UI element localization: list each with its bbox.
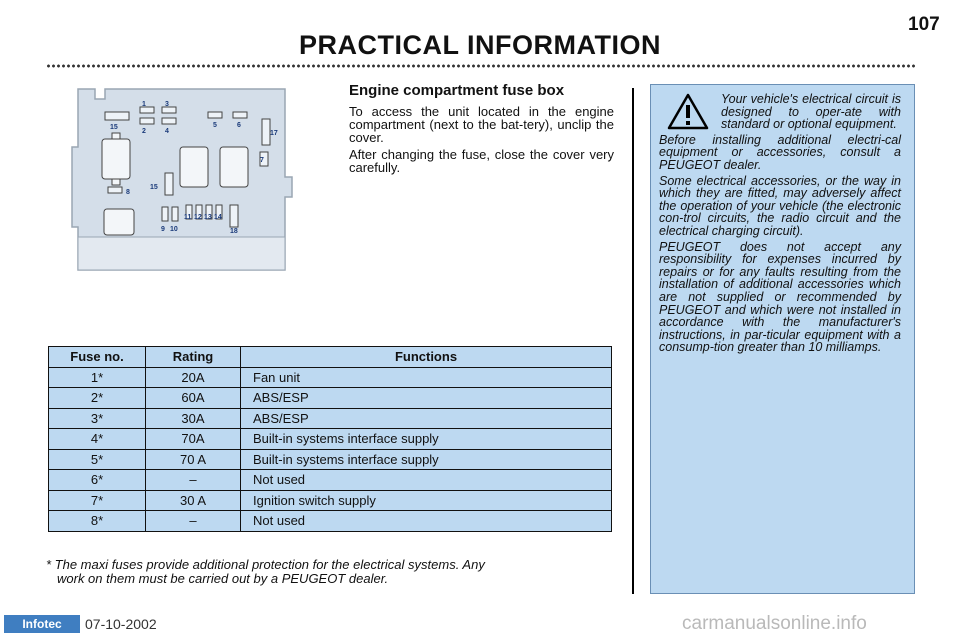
fuse-no-cell: 8* [49, 511, 146, 532]
watermark: carmanualsonline.info [682, 613, 867, 634]
fuse-no-cell: 1* [49, 367, 146, 388]
rating-cell: 60A [146, 388, 241, 409]
rating-cell: 70A [146, 429, 241, 450]
fuse-no-cell: 6* [49, 470, 146, 491]
fuse-label-3: 3 [165, 101, 169, 108]
fuse-no-cell: 5* [49, 449, 146, 470]
page-number: 107 [908, 14, 940, 35]
fuse-label-14: 14 [214, 214, 222, 221]
header-functions: Functions [241, 347, 612, 368]
rating-cell: 30A [146, 408, 241, 429]
fuse-label-8: 8 [126, 189, 130, 196]
fuse-no-cell: 4* [49, 429, 146, 450]
table-row [49, 429, 612, 450]
footnote-line-2: work on them must be carried out by a PEUGEOT dealer. [57, 571, 389, 586]
footnote [46, 558, 606, 586]
rating-cell: 70 A [146, 449, 241, 470]
engine-fuse-box-section [349, 82, 614, 178]
fuse-label-18: 18 [230, 228, 238, 235]
fuse-label-16: 15 [150, 184, 158, 191]
fuse-label-5: 5 [213, 122, 217, 129]
warning-paragraph-1: Your vehicle's electrical circuit is designed to oper-ate with standard or optional equipment. [721, 92, 901, 132]
print-date: 07-10-2002 [85, 616, 157, 632]
table-row [49, 490, 612, 511]
fuse-no-cell: 3* [49, 408, 146, 429]
fuse-label-12: 12 [194, 214, 202, 221]
warning-paragraph-4: PEUGEOT does not accept any responsibility for expenses incurred by repairs or for any faults resulting from the installation of additional accessories which are not supplied or recommended by PEUGEOT and which were not installed in accordance with the manufacturer's instructions, in par-ticular equipment with a consump-tion greater than 10 milliamps. [659, 239, 901, 355]
footnote-line-1: * The maxi fuses provide additional protection for the electrical systems. Any [46, 557, 485, 572]
table-row [49, 367, 612, 388]
table-row [49, 449, 612, 470]
function-cell: ABS/ESP [241, 388, 612, 409]
fuse-label-15: 15 [110, 124, 118, 131]
column-divider [632, 88, 634, 594]
fuse-no-cell: 2* [49, 388, 146, 409]
fuse-label-9: 9 [161, 226, 165, 233]
fuse-label-2: 2 [142, 128, 146, 135]
closing-instructions: After changing the fuse, close the cover very carefully. [349, 147, 614, 175]
fuse-box-diagram [70, 87, 295, 272]
function-cell: Not used [241, 511, 612, 532]
rating-cell: 20A [146, 367, 241, 388]
table-row [49, 511, 612, 532]
page-title: PRACTICAL INFORMATION [299, 30, 661, 60]
warning-box [650, 84, 915, 594]
dotted-divider [46, 64, 916, 68]
rating-cell: – [146, 470, 241, 491]
warning-paragraph-2: Before installing additional electri-cal equipment or accessories, consult a PEUGEOT dealer. [659, 132, 901, 172]
function-cell: Not used [241, 470, 612, 491]
section-title: Engine compartment fuse box [349, 82, 565, 99]
access-instructions: To access the unit located in the engine compartment (next to the bat-tery), unclip the cover. [349, 104, 614, 145]
fuse-label-7: 7 [260, 157, 264, 164]
fuse-label-6: 6 [237, 122, 241, 129]
fuse-label-4: 4 [165, 128, 169, 135]
fuse-label-10: 10 [170, 226, 178, 233]
function-cell: Ignition switch supply [241, 490, 612, 511]
fuse-label-11: 11 [184, 214, 192, 221]
function-cell: Built-in systems interface supply [241, 449, 612, 470]
function-cell: Fan unit [241, 367, 612, 388]
infotec-logo: Infotec [4, 615, 80, 633]
header-rating: Rating [146, 347, 241, 368]
table-row [49, 388, 612, 409]
fuse-table [48, 346, 612, 532]
rating-cell: – [146, 511, 241, 532]
fuse-label-13: 13 [204, 214, 212, 221]
function-cell: ABS/ESP [241, 408, 612, 429]
table-row [49, 408, 612, 429]
fuse-label-17: 17 [270, 130, 278, 137]
table-row [49, 470, 612, 491]
table-header-row [49, 347, 612, 368]
function-cell: Built-in systems interface supply [241, 429, 612, 450]
fuse-label-1: 1 [142, 101, 146, 108]
rating-cell: 30 A [146, 490, 241, 511]
header-fuse-no: Fuse no. [49, 347, 146, 368]
warning-paragraph-3: Some electrical accessories, or the way in which they are fitted, may adversely affect the operation of your vehicle (the electronic con-trol circuits, the radio circuit and the electrical charging circuit). [659, 173, 901, 238]
fuse-no-cell: 7* [49, 490, 146, 511]
